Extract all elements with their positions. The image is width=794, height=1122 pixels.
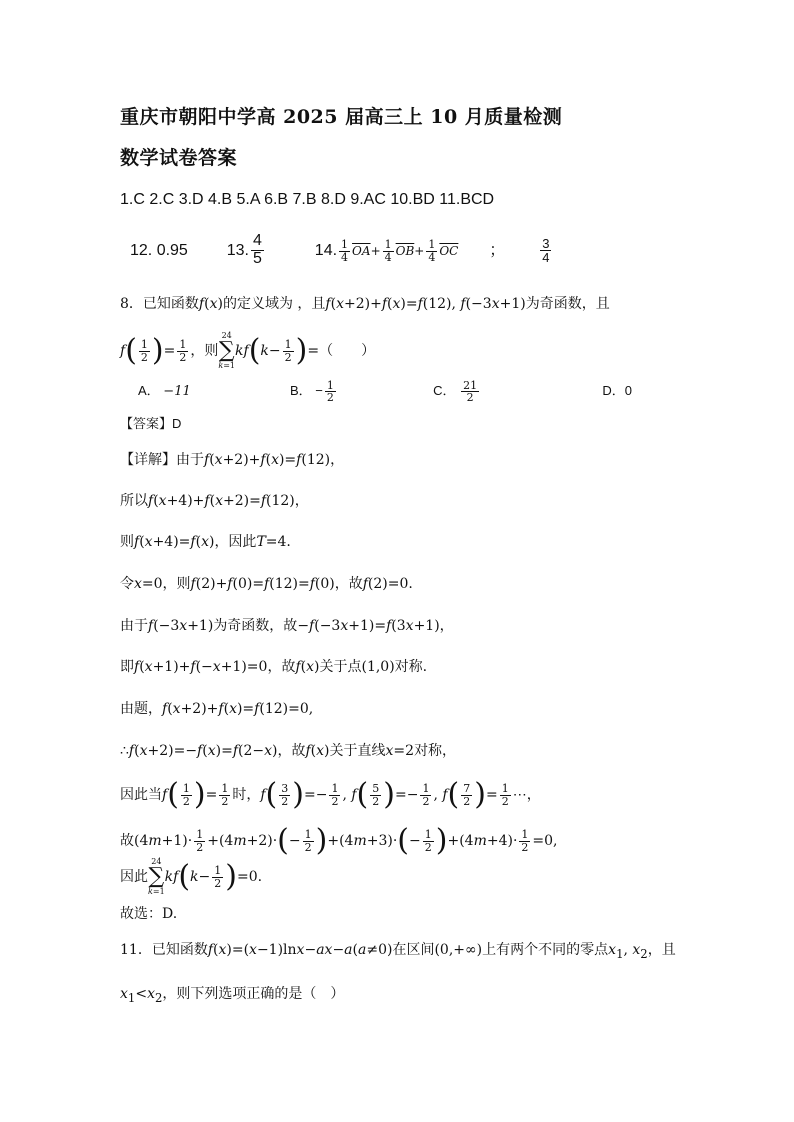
q8-detail-10: 故(4m+1)· $\frac{1}{2}$ +(4m+2)·(− $\frac{1}{2}$ )+(4m+3)·(− $\frac{1}{2}$ )+(4m+4)· $\frac{1}{2}$ =0, (120, 823, 558, 858)
q14b-fraction: $\frac{3}{4}$ (542, 235, 550, 266)
q14-separator: ； (489, 242, 506, 259)
q11-stem-line2: $x_1<x_2$，则下列选项正确的是（ ） (120, 986, 345, 1005)
q8-detail-6: 即f(x+1)+f(−x+1)=0，故f(x)关于点(1,0)对称. (120, 659, 428, 675)
q8-stem: 8．已知函数f(x)的定义域为 ，且f(x+2)+f(x)=f(12), f(−3x+1)为奇函数，且 (120, 296, 610, 312)
answer-row-1: 1.C 2.C 3.D 4.B 5.A 6.B 7.B 8.D 9.AC 10.BD 11.BCD (120, 191, 495, 208)
q8-detail-3: 则f(x+4)=f(x)，因此T=4. (120, 534, 291, 550)
option-a: A． −11 (138, 383, 191, 399)
q8-answer: 【答案】D (120, 416, 182, 431)
q8-detail-8: ∴f(x+2)=−f(x)=f(2−x)，故f(x)关于直线x=2对称， (120, 743, 457, 759)
option-d: D．0 (602, 383, 633, 398)
q8-detail-7: 由题，f(x+2)+f(x)=f(12)=0, (120, 701, 314, 717)
q8-conclusion: 故选：D. (120, 906, 178, 922)
q8-detail-4: 令x=0，则f(2)+f(0)=f(12)=f(0)，故f(2)=0. (120, 576, 413, 592)
q8-detail-9: 因此当f( $\frac{1}{2}$ )= $\frac{1}{2}$ 时，f( $\frac{3}{2}$ )=− $\frac{1}{2}$ , f( $\frac{5}{2}$ )=− $\frac{1}{2}$ , f( $\frac{7}{2}$ )= $\frac{1}{2}$ ⋯， (120, 777, 541, 812)
option-b: B． − $\frac{1}{2}$ (289, 378, 334, 405)
q12-answer: 12. 0.95 (130, 242, 188, 259)
q14-label: 14. (314, 242, 338, 259)
q8-detail-2: 所以f(x+4)+f(x+2)=f(12)， (120, 493, 309, 509)
q11-stem: 11．已知函数f(x)=(x−1)lnx−ax−a(a≠0)在区间(0,+∞)上有两个不同的零点$x_1$, $x_2$，且 (120, 942, 676, 961)
answer-row-2 (130, 233, 553, 269)
q8-options (138, 376, 632, 407)
q13-label: 13. (226, 242, 249, 259)
q13-fraction: $\frac{4}{5}$ (252, 232, 262, 268)
q8-stem-line2: f( $\frac{1}{2}$ )= $\frac{1}{2}$ ，则 24 ∑ k=1 kf(k− $\frac{1}{2}$ )=（ ） (120, 331, 376, 370)
q14-vector-expr: $\frac{1}{4}$ $\overline{OA}+$ $\frac{1}{4}$ $\overline{OB}+$ $\frac{1}{4}$ $\overline{OC}$ (341, 238, 459, 264)
q8-detail-11: 因此 24 ∑ k=1 kf(k− $\frac{1}{2}$ )=0. (120, 857, 263, 896)
q8-detail-1: 【详解】由于f(x+2)+f(x)=f(12)， (120, 452, 345, 468)
option-c: C． $\frac{21}{2}$ (433, 378, 478, 405)
q8-detail-5: 由于f(−3x+1)为奇函数，故−f(−3x+1)=f(3x+1)， (120, 618, 454, 634)
page-title: 重庆市朝阳中学高 2025 届高三上 10 月质量检测 (120, 106, 563, 128)
page-subtitle: 数学试卷答案 (120, 147, 238, 169)
